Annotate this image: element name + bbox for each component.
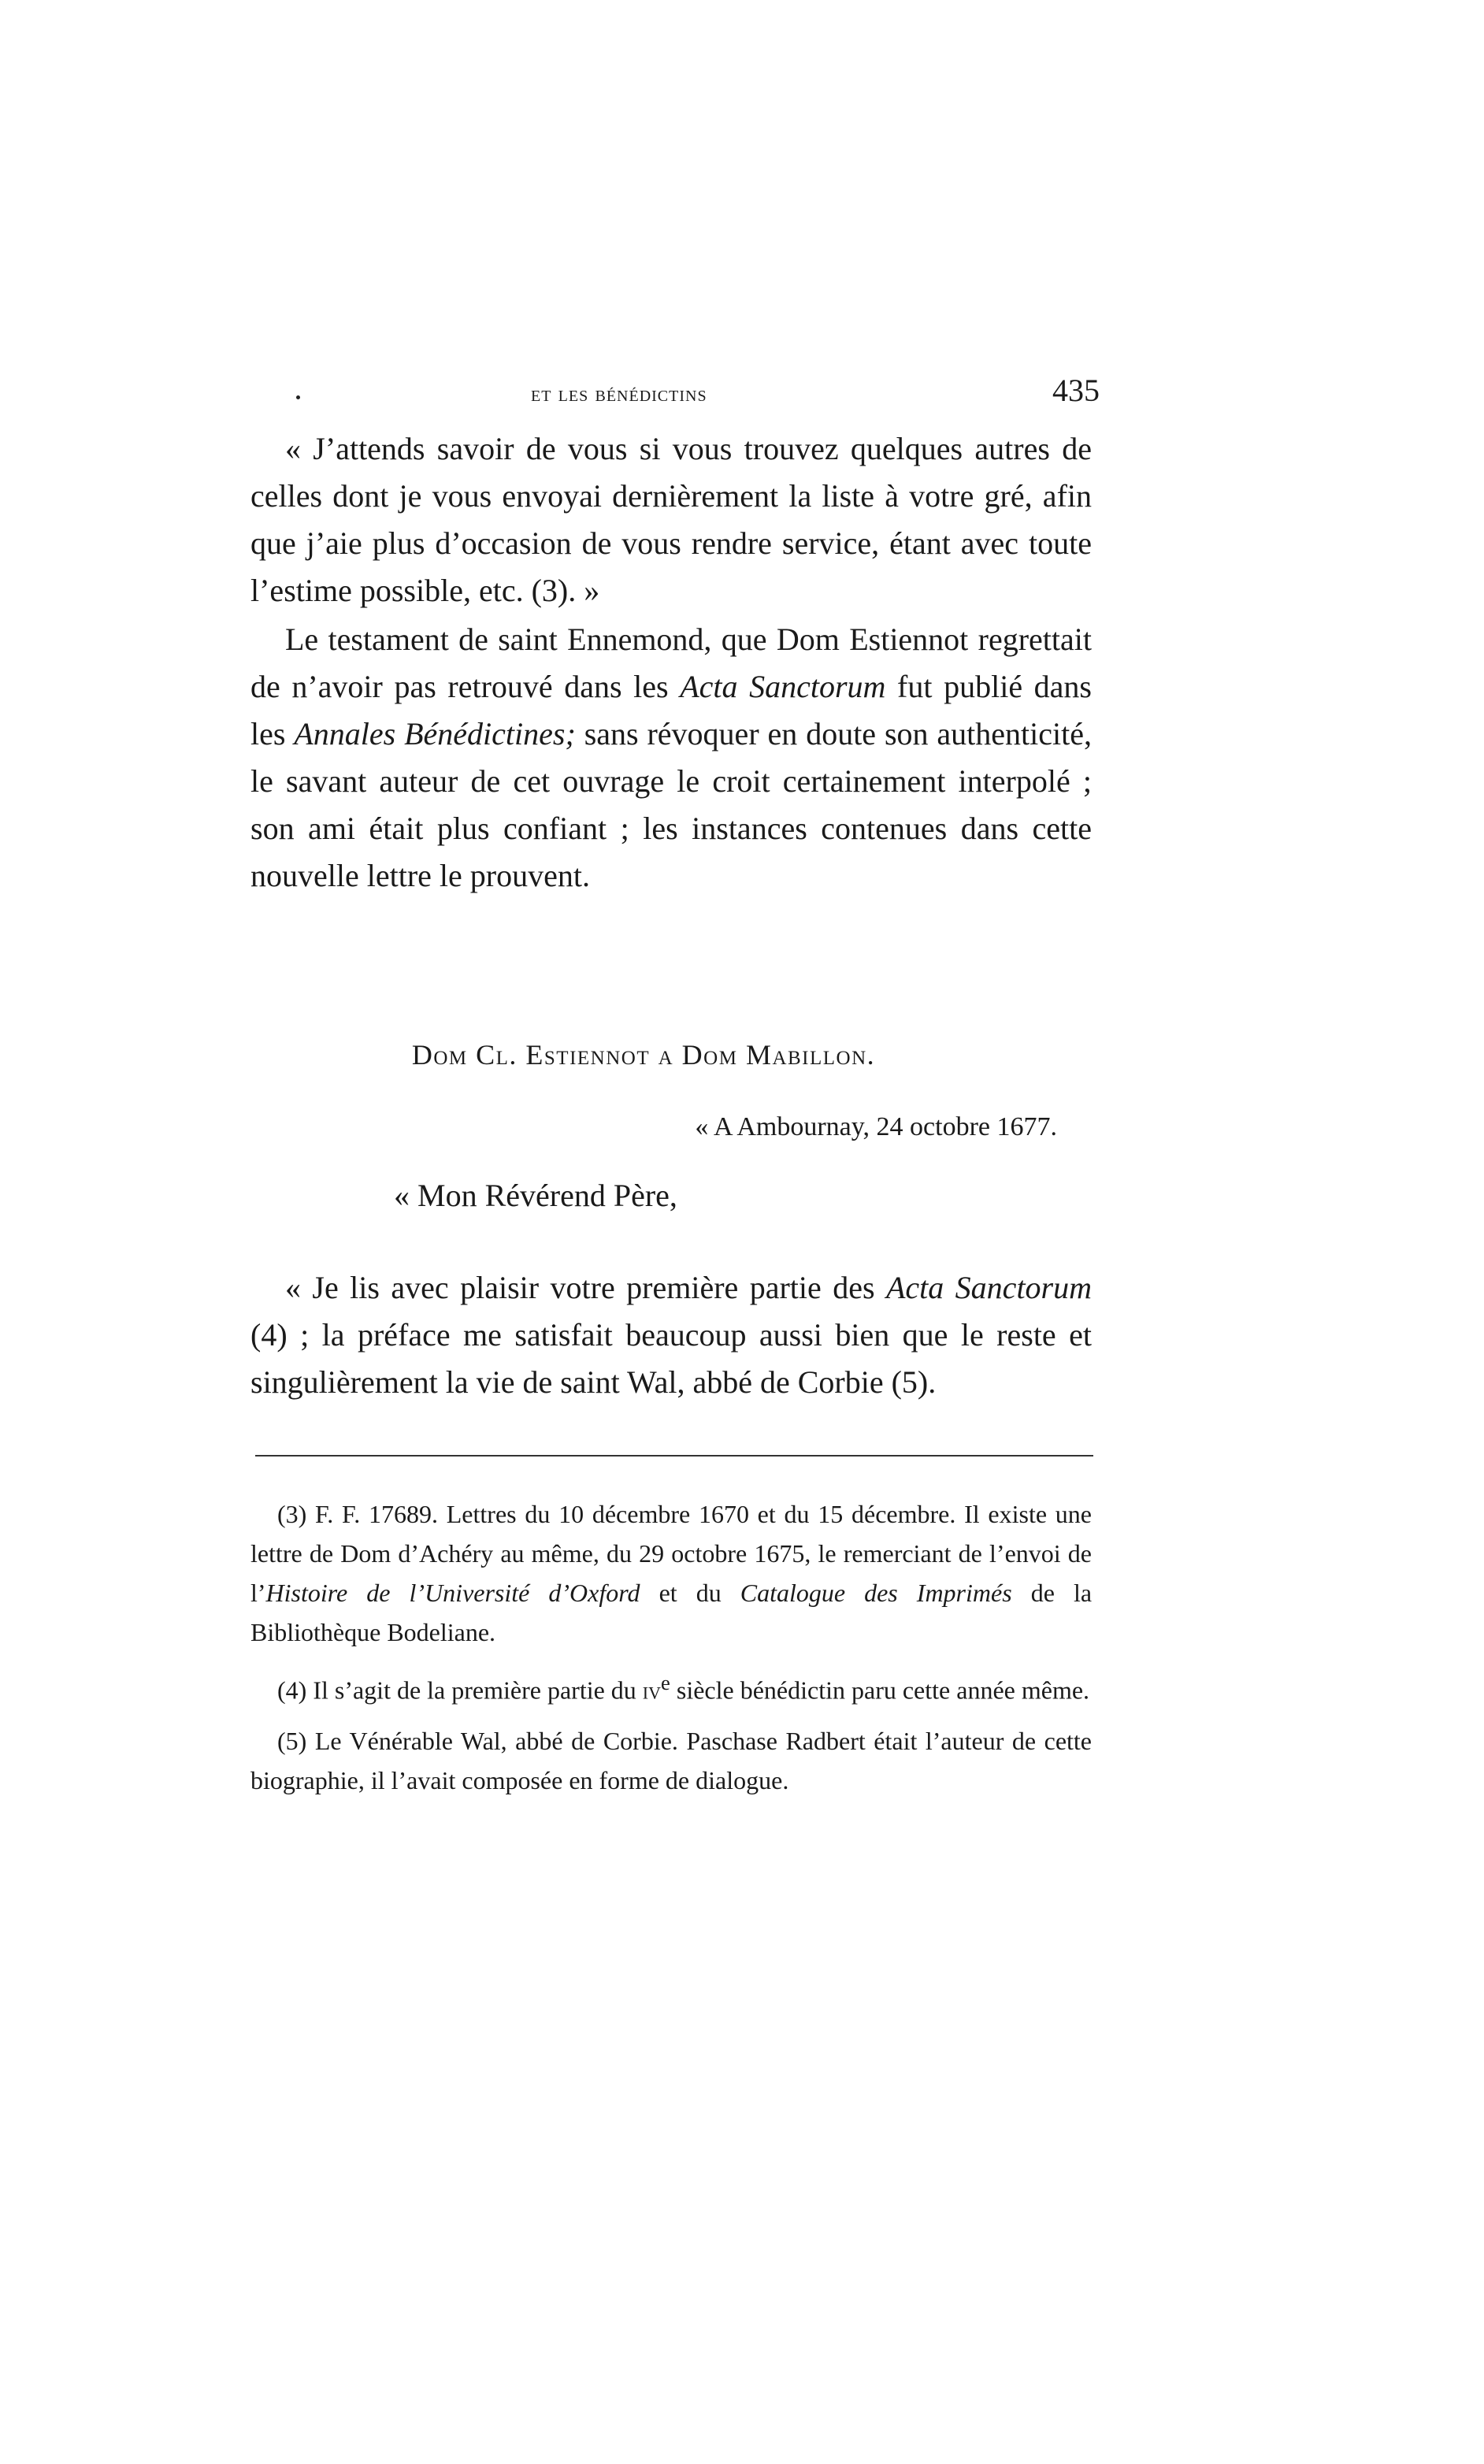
paragraph-testament	[250, 616, 1092, 900]
superscript: e	[661, 1671, 670, 1694]
footnote-3	[250, 1494, 1092, 1652]
text-run: (4) Il s’agit de la première partie du	[277, 1675, 643, 1705]
text-run: « Je lis avec plaisir votre première partie des	[285, 1270, 886, 1305]
text-run: fut publié dans les	[250, 669, 1092, 751]
footnote-4	[250, 1663, 1092, 1710]
header-dot	[296, 395, 300, 399]
italic-title: Catalogue des Imprimés	[740, 1579, 1012, 1607]
footnote-5: (5) Le Vénérable Wal, abbé de Corbie. Paschase Radbert était l’auteur de cette biographie, il l’avait composée en forme de dialogue.	[250, 1726, 1092, 1794]
letter-body	[250, 1264, 1092, 1406]
paragraph-quote-end: « J’attends savoir de vous si vous trouvez quelques autres de celles dont je vous envoyai dernièrement la liste à votre gré, afin que j’aie plus d’occasion de vous rendre service, étant avec toute l’estime possible, etc. (3). »	[250, 431, 1092, 608]
page-number: 435	[1052, 373, 1100, 408]
text-run: (4) ; la préface me satisfait beaucoup aussi bien que le reste et singulièrement la vie de saint Wal, abbé de Corbie (5).	[250, 1317, 1092, 1400]
text-run: de la Bibliothèque Bodeliane.	[250, 1579, 1093, 1646]
book-page	[250, 370, 1100, 1811]
letter-heading: Dom Cl. Estiennot a Dom Mabillon.	[411, 1039, 876, 1071]
letter-salutation: « Mon Révérend Père,	[394, 1178, 677, 1213]
italic-title: Annales Bénédictines;	[294, 716, 576, 751]
text-run: Le testament de saint Ennemond, que Dom Estiennot regrettait de n’avoir pas retrouvé dans les	[250, 622, 1092, 704]
italic-title: Histoire de l’Université d’Oxford	[265, 1579, 640, 1607]
text-run: sans révoquer en doute son authenticité, le savant auteur de cet ouvrage le croit certainement interpolé ; son ami était plus confiant ; les instances contenues dans cette nouvelle lettre le prouvent.	[250, 716, 1093, 893]
footnotes	[250, 1494, 1092, 1800]
italic-title: Acta Sanctorum	[680, 669, 886, 704]
letter-dateline: « A Ambournay, 24 octobre 1677.	[695, 1112, 1057, 1141]
italic-title: Acta Sanctorum	[885, 1270, 1093, 1305]
text-run: siècle bénédictin paru cette année même.	[670, 1675, 1090, 1705]
footnote-divider	[255, 1455, 1093, 1457]
text-run: (3) F. F. 17689. Lettres du 10 décembre 1670 et du 15 décembre. Il existe une lettre de Dom d’Achéry au même, du 29 octobre 1675, le remerciant de l’envoi de l’	[250, 1500, 1092, 1607]
roman-numeral: iv	[642, 1675, 662, 1705]
running-title: et les bénédictins	[531, 381, 707, 406]
running-header	[250, 370, 1100, 425]
text-run: et du	[640, 1579, 740, 1607]
